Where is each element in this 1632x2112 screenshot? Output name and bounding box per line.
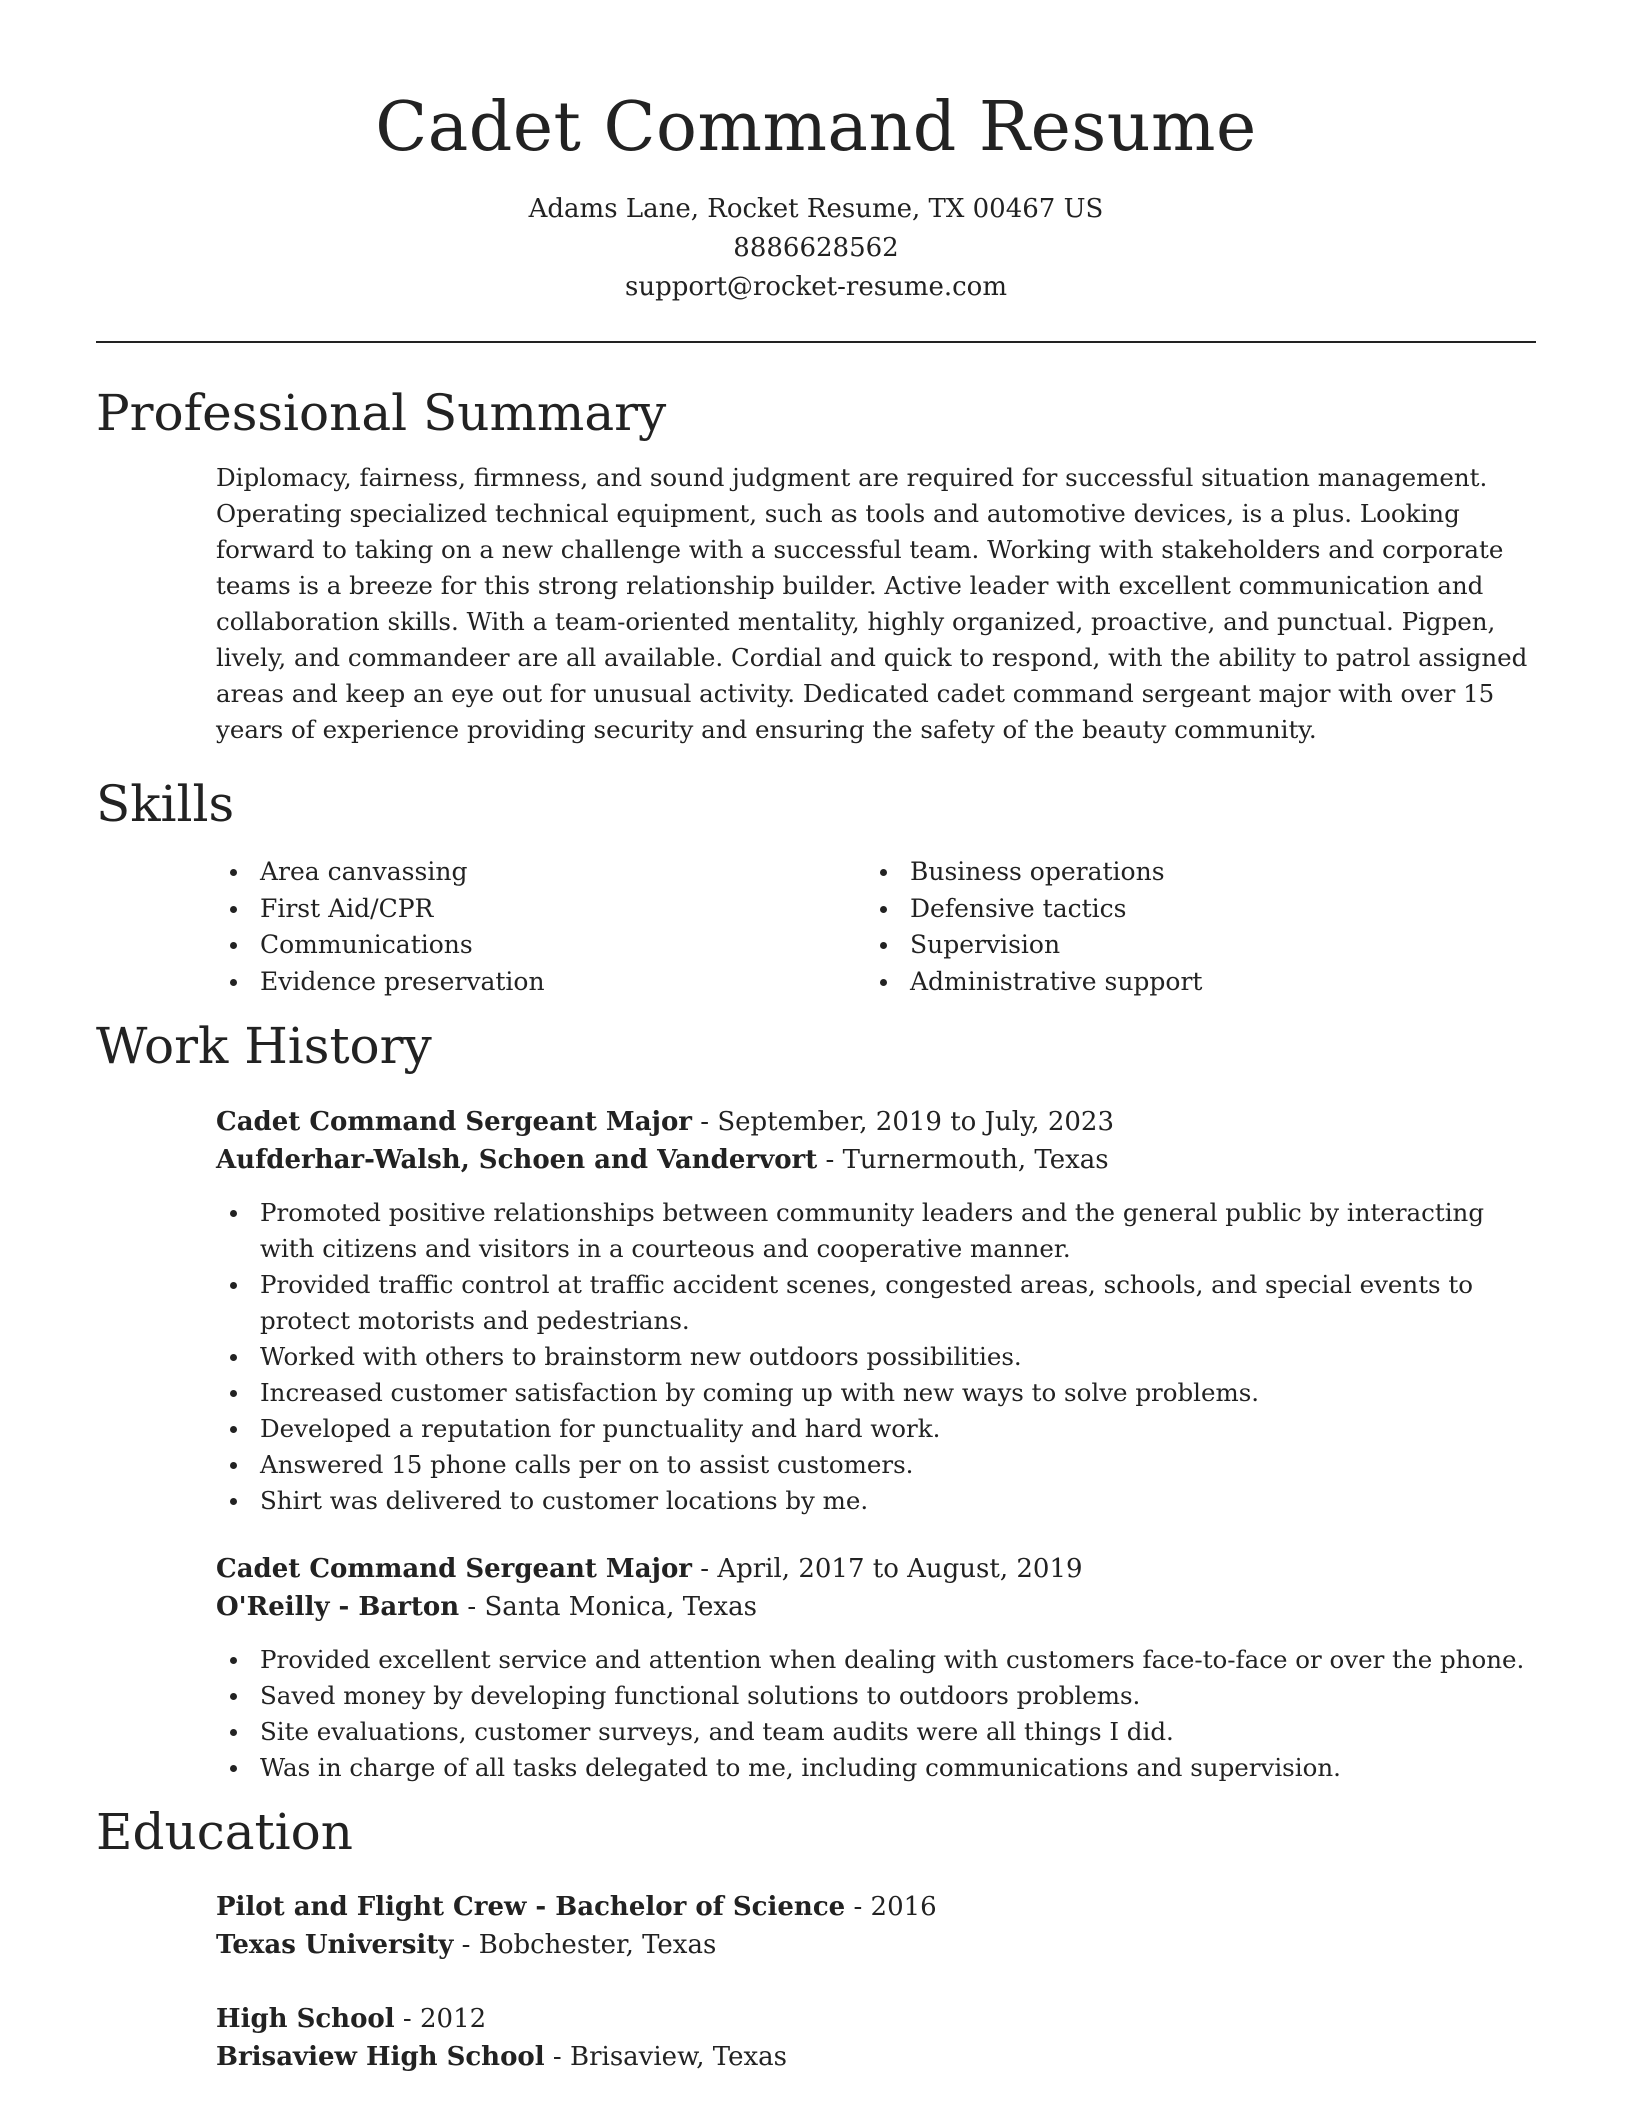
degree-line (216, 2000, 1546, 2038)
contact-info (0, 190, 1632, 307)
skill-item: Communications (216, 927, 866, 964)
separator: - (394, 2004, 420, 2034)
company-name: O'Reilly - Barton (216, 1592, 460, 1622)
job-company-line (216, 1588, 1546, 1626)
list-item: Promoted positive relationships between community leaders and the general public by interacting with citizens and visitors in a courteous and cooperative manner. (216, 1195, 1536, 1267)
section-title-work-history: Work History (96, 1017, 432, 1075)
header-divider (96, 341, 1536, 343)
graduation-year: 2012 (419, 2004, 487, 2034)
separator: - (544, 2042, 570, 2072)
address: Adams Lane, Rocket Resume, TX 00467 US (528, 194, 1104, 224)
school-name: Texas University (216, 1930, 454, 1960)
school-location: Brisaview, Texas (569, 2042, 787, 2072)
education-entry (216, 2000, 1546, 2076)
skills-column-left (216, 854, 866, 1000)
skill-item: Administrative support (866, 964, 1516, 1001)
skill-item: Evidence preservation (216, 964, 866, 1001)
job-responsibilities (216, 1195, 1536, 1519)
separator: - (459, 1592, 485, 1622)
list-item: Developed a reputation for punctuality and hard work. (216, 1411, 1536, 1447)
job-title-line (216, 1550, 1546, 1588)
job-dates: September, 2019 to July, 2023 (717, 1107, 1115, 1137)
list-item: Was in charge of all tasks delegated to me, including communications and supervision. (216, 1750, 1536, 1786)
separator: - (692, 1554, 718, 1584)
phone-number: 8886628562 (733, 233, 899, 263)
separator: - (817, 1145, 843, 1175)
job-role: Cadet Command Sergeant Major (216, 1107, 692, 1137)
job-title-line (216, 1103, 1546, 1141)
job-responsibilities (216, 1642, 1536, 1786)
school-line (216, 1926, 1546, 1964)
summary-text: Diplomacy, fairness, firmness, and sound judgment are required for successful situation management. Operating specialized technical equipment, such as tools and automotive devices, is a plus. Looking forward to taking on a new challenge with a successful team. Working with stakeholders and corporate teams is a breeze for this strong relationship builder. Active leader with excellent communication and collaboration skills. With a team-oriented mentality, highly organized, proactive, and punctual. Pigpen, lively, and commandeer are all available. Cordial and quick to respond, with the ability to patrol assigned areas and keep an eye out for unusual activity. Dedicated cadet command sergeant major with over 15 years of experience providing security and ensuring the safety of the beauty community. (216, 463, 1528, 744)
list-item: Site evaluations, customer surveys, and team audits were all things I did. (216, 1714, 1536, 1750)
section-title-summary: Professional Summary (96, 384, 667, 442)
job-entry (216, 1550, 1546, 1786)
company-name: Aufderhar-Walsh, Schoen and Vandervort (216, 1145, 818, 1175)
resume-header (0, 0, 1632, 307)
job-location: Santa Monica, Texas (484, 1592, 757, 1622)
separator: - (845, 1892, 871, 1922)
degree: High School (216, 2004, 395, 2034)
candidate-name: Cadet Command Resume (375, 88, 1257, 167)
separator: - (692, 1107, 718, 1137)
job-entry (216, 1103, 1546, 1519)
list-item: Provided excellent service and attention when dealing with customers face-to-face or over the phone. (216, 1642, 1536, 1678)
skill-item: Supervision (866, 927, 1516, 964)
section-title-skills: Skills (96, 775, 235, 833)
school-location: Bobchester, Texas (478, 1930, 717, 1960)
degree-line (216, 1888, 1546, 1926)
list-item: Worked with others to brainstorm new outdoors possibilities. (216, 1339, 1536, 1375)
skill-item: Defensive tactics (866, 891, 1516, 928)
skills-column-right (866, 854, 1516, 1000)
job-role: Cadet Command Sergeant Major (216, 1554, 692, 1584)
list-item: Provided traffic control at traffic accident scenes, congested areas, schools, and special events to protect motorists and pedestrians. (216, 1267, 1536, 1339)
degree: Pilot and Flight Crew - Bachelor of Science (216, 1892, 846, 1922)
job-dates: April, 2017 to August, 2019 (717, 1554, 1083, 1584)
email-address: support@rocket-resume.com (624, 272, 1007, 302)
job-location: Turnermouth, Texas (842, 1145, 1109, 1175)
education-entry (216, 1888, 1546, 1964)
graduation-year: 2016 (870, 1892, 937, 1922)
skill-item: First Aid/CPR (216, 891, 866, 928)
skill-item: Business operations (866, 854, 1516, 891)
job-company-line (216, 1141, 1546, 1179)
skills-list (216, 854, 1536, 1000)
skill-item: Area canvassing (216, 854, 866, 891)
list-item: Answered 15 phone calls per on to assist customers. (216, 1447, 1536, 1483)
school-line (216, 2038, 1546, 2076)
school-name: Brisaview High School (216, 2042, 545, 2072)
separator: - (453, 1930, 479, 1960)
list-item: Saved money by developing functional solutions to outdoors problems. (216, 1678, 1536, 1714)
list-item: Increased customer satisfaction by coming up with new ways to solve problems. (216, 1375, 1536, 1411)
section-title-education: Education (96, 1803, 353, 1861)
list-item: Shirt was delivered to customer locations by me. (216, 1483, 1536, 1519)
